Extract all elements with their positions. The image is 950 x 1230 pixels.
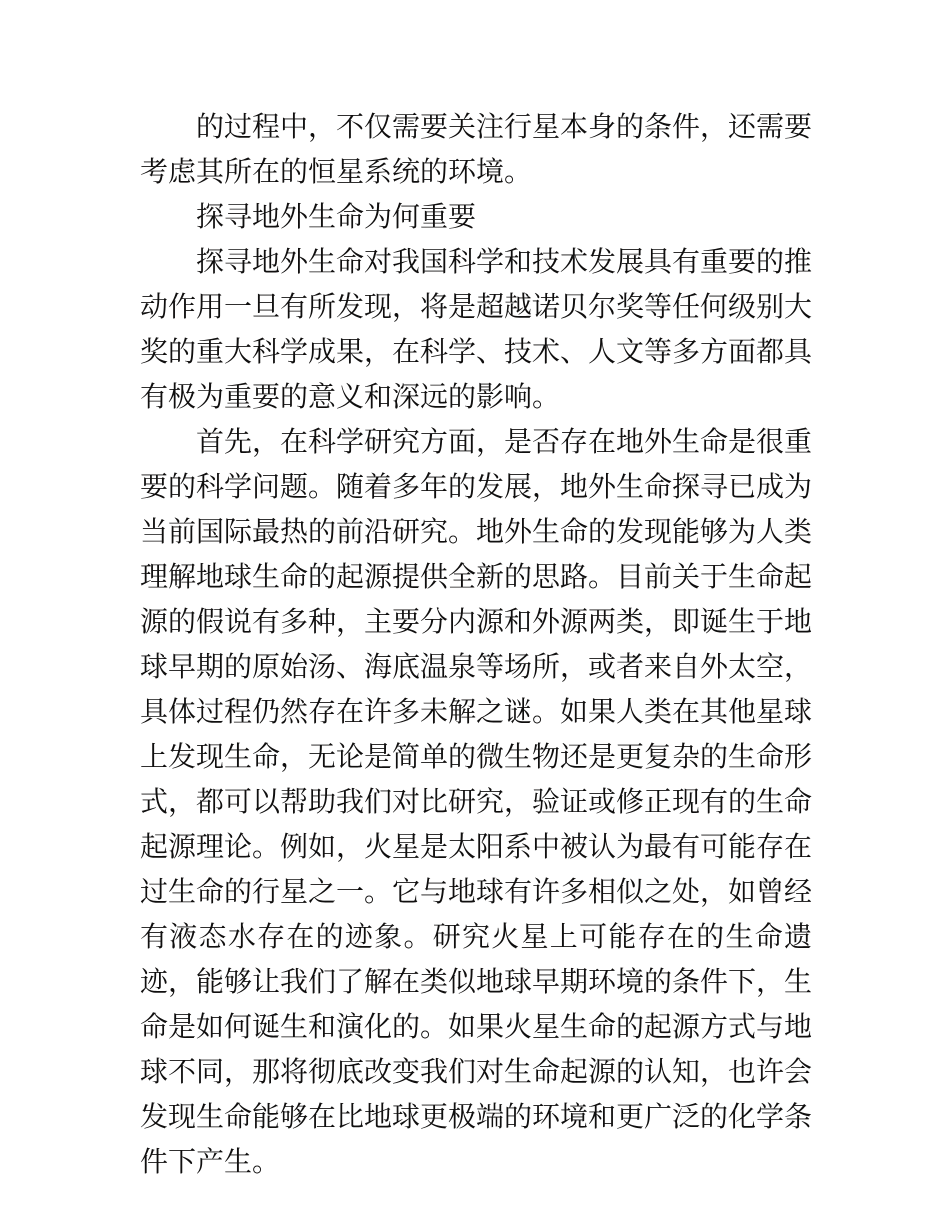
text-column	[140, 104, 812, 1184]
section-heading-why-important: 探寻地外生命为何重要	[196, 200, 477, 233]
paragraph-continuation: 的过程中，不仅需要关注行星本身的条件，还需要考虑其所在的恒星系统的环境。	[140, 110, 813, 188]
paragraph-significance: 探寻地外生命对我国科学和技术发展具有重要的推动作用一旦有所发现，将是超越诺贝尔奖等任何级别大奖的重大科学成果，在科学、技术、人文等多方面都具有极为重要的意义和深远的影响。	[140, 245, 813, 413]
paragraph-scientific-research: 首先，在科学研究方面，是否存在地外生命是很重要的科学问题。随着多年的发展，地外生命探寻已成为当前国际最热的前沿研究。地外生命的发现能够为人类理解地球生命的起源提供全新的思路。目前关于生命起源的假说有多种，主要分内源和外源两类，即诞生于地球早期的原始汤、海底温泉等场所，或者来自外太空，具体过程仍然存在许多未解之谜。如果人类在其他星球上发现生命，无论是简单的微生物还是更复杂的生命形式，都可以帮助我们对比研究，验证或修正现有的生命起源理论。例如，火星是太阳系中被认为最有可能存在过生命的行星之一。它与地球有许多相似之处，如曾经有液态水存在的迹象。研究火星上可能存在的生命遗迹，能够让我们了解在类似地球早期环境的条件下，生命是如何诞生和演化的。如果火星生命的起源方式与地球不同，那将彻底改变我们对生命起源的认知，也许会发现生命能够在比地球更极端的环境和更广泛的化学条件下产生。	[140, 425, 813, 1178]
